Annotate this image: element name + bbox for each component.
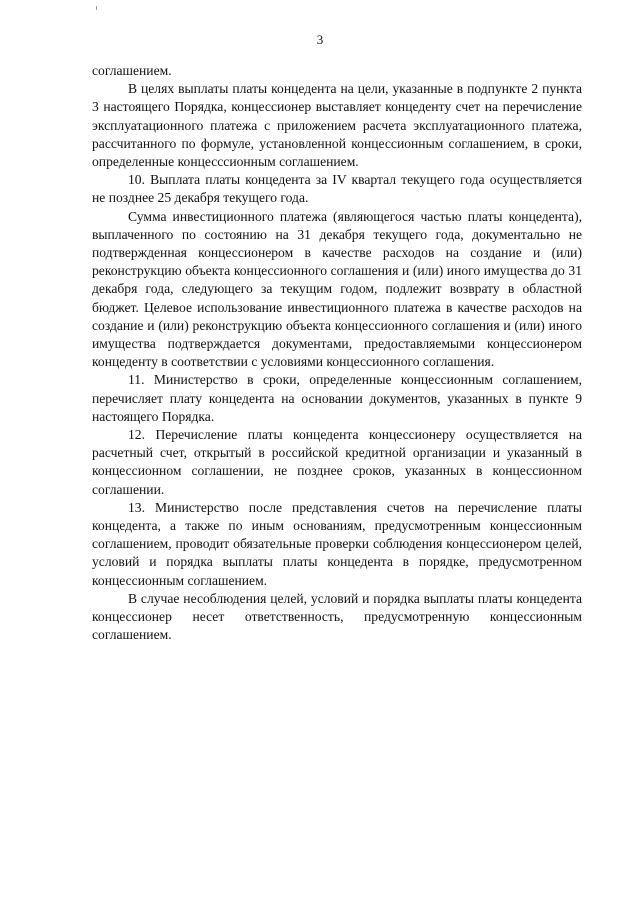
paragraph-11: 11. Министерство в сроки, определенные концессионным соглашением, перечисляет плату концедента на основании документов, указанных в пункте 9 настоящего Порядка. xyxy=(92,372,582,424)
paragraph-12: 12. Перечисление платы концедента концессионеру осуществляется на расчетный счет, открытый в российской кредитной организации и указанный в концессионном соглашении, не позднее сроков, указанных в концессионном соглашении. xyxy=(92,427,582,497)
page-number: 3 xyxy=(316,32,324,47)
paragraph-investment-payment: Сумма инвестиционного платежа (являющегося частью платы концедента), выплаченного по состоянию на 31 декабря текущего года, документально не подтвержденная концессионером в качестве расходов на создание и (или) реконструкцию объекта концессионного соглашения и (или) иного имущества до 31 декабря года, следующего за текущим годом, подлежит возврату в областной бюджет. Целевое использование инвестиционного платежа в качестве расходов на создание и (или) реконструкцию объекта концессионного соглашения и (или) иного имущества подтверждается документами, предоставляемыми концессионером концеденту в соответствии с условиями концессионного соглашения. xyxy=(92,208,582,370)
document-body xyxy=(92,62,582,645)
paragraph-continuation: соглашением. xyxy=(92,63,172,78)
scan-mark xyxy=(96,6,97,10)
paragraph-10: 10. Выплата платы концедента за IV квартал текущего года осуществляется не позднее 25 декабря текущего года. xyxy=(92,172,582,206)
paragraph-responsibility: В случае несоблюдения целей, условий и порядка выплаты платы концедента концессионер несет ответственность, предусмотренную концессионным соглашением. xyxy=(92,590,582,643)
paragraph-invoice-exploitation: В целях выплаты платы концедента на цели, указанные в подпункте 2 пункта 3 настоящего Порядка, концессионер выставляет концеденту счет на перечисление эксплуатационного платежа с приложением расчета эксплуатационного платежа, рассчитанного по формуле, установленной концессионным соглашением, в сроки, определенные концесссионным соглашением. xyxy=(92,81,582,170)
paragraph-13: 13. Министерство после представления счетов на перечисление платы концедента, а также по иным основаниям, предусмотренным концессионным соглашением, проводит обязательные проверки соблюдения концессионером целей, условий и порядка выплаты платы концедента в порядке, предусмотренном концессионным соглашением. xyxy=(92,499,582,588)
